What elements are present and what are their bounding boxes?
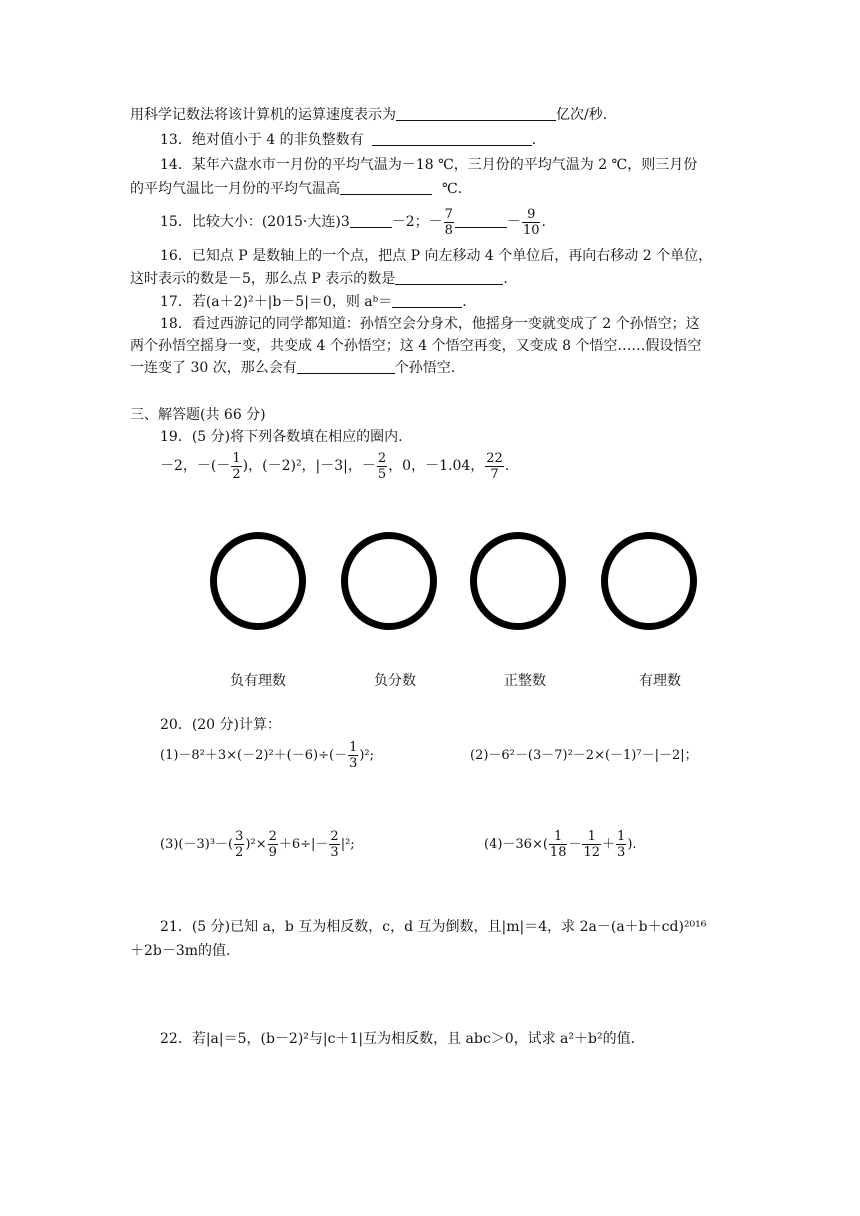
- q14-line2: 的平均气温比一月份的平均气温高 ℃.: [130, 181, 463, 197]
- answer-blank[interactable]: [396, 106, 556, 121]
- section-heading: 三、解答题(共 66 分): [130, 407, 266, 423]
- fraction: $\frac{3}{2}$: [235, 829, 244, 860]
- fraction: $\frac{22}{7}$: [486, 450, 503, 482]
- answer-blank[interactable]: [455, 213, 507, 228]
- q18-line1: 18．看过西游记的同学都知道：孙悟空会分身术，他摇身一变就变成了 2 个孙悟空；这: [160, 316, 700, 332]
- fraction: $\frac{7}{8}$: [444, 206, 453, 238]
- q18-line3: 一连变了 30 次，那么会有 个孙悟空.: [130, 360, 456, 376]
- answer-blank[interactable]: [395, 270, 503, 285]
- fraction: $\frac{1}{12}$: [583, 829, 601, 860]
- circle-label: 负有理数: [230, 673, 286, 689]
- fraction: $\frac{2}{3}$: [330, 829, 339, 860]
- q20-title: 20．(20 分)计算：: [160, 717, 282, 733]
- q19-title: 19．(5 分)将下列各数填在相应的圈内.: [160, 429, 403, 445]
- fraction: $\frac{2}{5}$: [377, 450, 387, 482]
- q12-line: 用科学记数法将该计算机的运算速度表示为 亿次/秒.: [130, 107, 608, 123]
- answer-blank[interactable]: [350, 213, 392, 228]
- q19-numbers: －2，－(－ $\frac{1}{2}$ )，(－2)²，|－3|，－ $\frac{2}{5}$ ，0，－1.04， $\frac{22}{7}$ .: [160, 450, 510, 482]
- circle-label: 正整数: [504, 673, 546, 689]
- fraction: $\frac{1}{3}$: [349, 740, 358, 771]
- fraction: $\frac{1}{3}$: [617, 829, 626, 860]
- circle-rational[interactable]: [601, 532, 697, 630]
- q21-line2: ＋2b－3m的值.: [130, 943, 231, 959]
- q16-line2: 这时表示的数是－5，那么点 P 表示的数是 .: [130, 271, 508, 287]
- fraction: $\frac{1}{18}$: [549, 829, 567, 860]
- q21-line1: 21．(5 分)已知 a，b 互为相反数，c，d 互为倒数，且|m|＝4，求 2a－(a＋b＋cd)²⁰¹⁶: [160, 919, 707, 935]
- answer-blank[interactable]: [340, 180, 432, 195]
- circle-negative-rational[interactable]: [210, 532, 306, 630]
- answer-blank[interactable]: [392, 293, 462, 308]
- fraction: $\frac{1}{2}$: [232, 450, 241, 482]
- q20-part4: (4)－36×( $\frac{1}{18}$ － $\frac{1}{12}$ ＋ $\frac{1}{3}$ ).: [484, 829, 637, 860]
- q16-line1: 16．已知点 P 是数轴上的一个点，把点 P 向左移动 4 个单位后，再向右移动 2 个单位，: [160, 248, 713, 264]
- q20-part3: (3)(－3)³－( $\frac{3}{2}$ )²× $\frac{2}{9}$ ＋6÷|－ $\frac{2}{3}$ |²;: [160, 829, 355, 860]
- answer-blank[interactable]: [372, 131, 532, 146]
- q22-line: 22．若|a|＝5，(b－2)²与|c＋1|互为相反数，且 abc＞0，试求 a²＋b²的值.: [160, 1031, 636, 1047]
- fraction: $\frac{2}{9}$: [268, 829, 277, 860]
- circle-label: 负分数: [374, 673, 416, 689]
- q14-line1: 14．某年六盘水市一月份的平均气温为－18 ℃，三月份的平均气温为 2 ℃，则三月份: [160, 157, 698, 173]
- circle-negative-fraction[interactable]: [341, 532, 437, 630]
- answer-blank[interactable]: [297, 359, 395, 374]
- circle-positive-integer[interactable]: [470, 532, 566, 630]
- q15-line: 15．比较大小：(2015·大连)3 －2；－ $\frac{7}{8}$ － $\frac{9}{10}$ .: [160, 206, 546, 238]
- circle-label: 有理数: [639, 673, 681, 689]
- q20-part1: (1)－8²＋3×(－2)²＋(－6)÷(－ $\frac{1}{3}$ )²;: [160, 740, 375, 771]
- q13-line: 13．绝对值小于 4 的非负整数有 .: [160, 132, 537, 148]
- q20-part2: (2)－6²－(3－7)²－2×(－1)⁷－|－2|；: [470, 748, 698, 763]
- q18-line2: 两个孙悟空摇身一变，共变成 4 个孙悟空；这 4 个悟空再变，又变成 8 个悟空……假设悟空: [130, 338, 702, 354]
- fraction: $\frac{9}{10}$: [522, 206, 540, 238]
- q17-line: 17．若(a＋2)²＋|b－5|＝0，则 aᵇ＝ .: [160, 294, 467, 310]
